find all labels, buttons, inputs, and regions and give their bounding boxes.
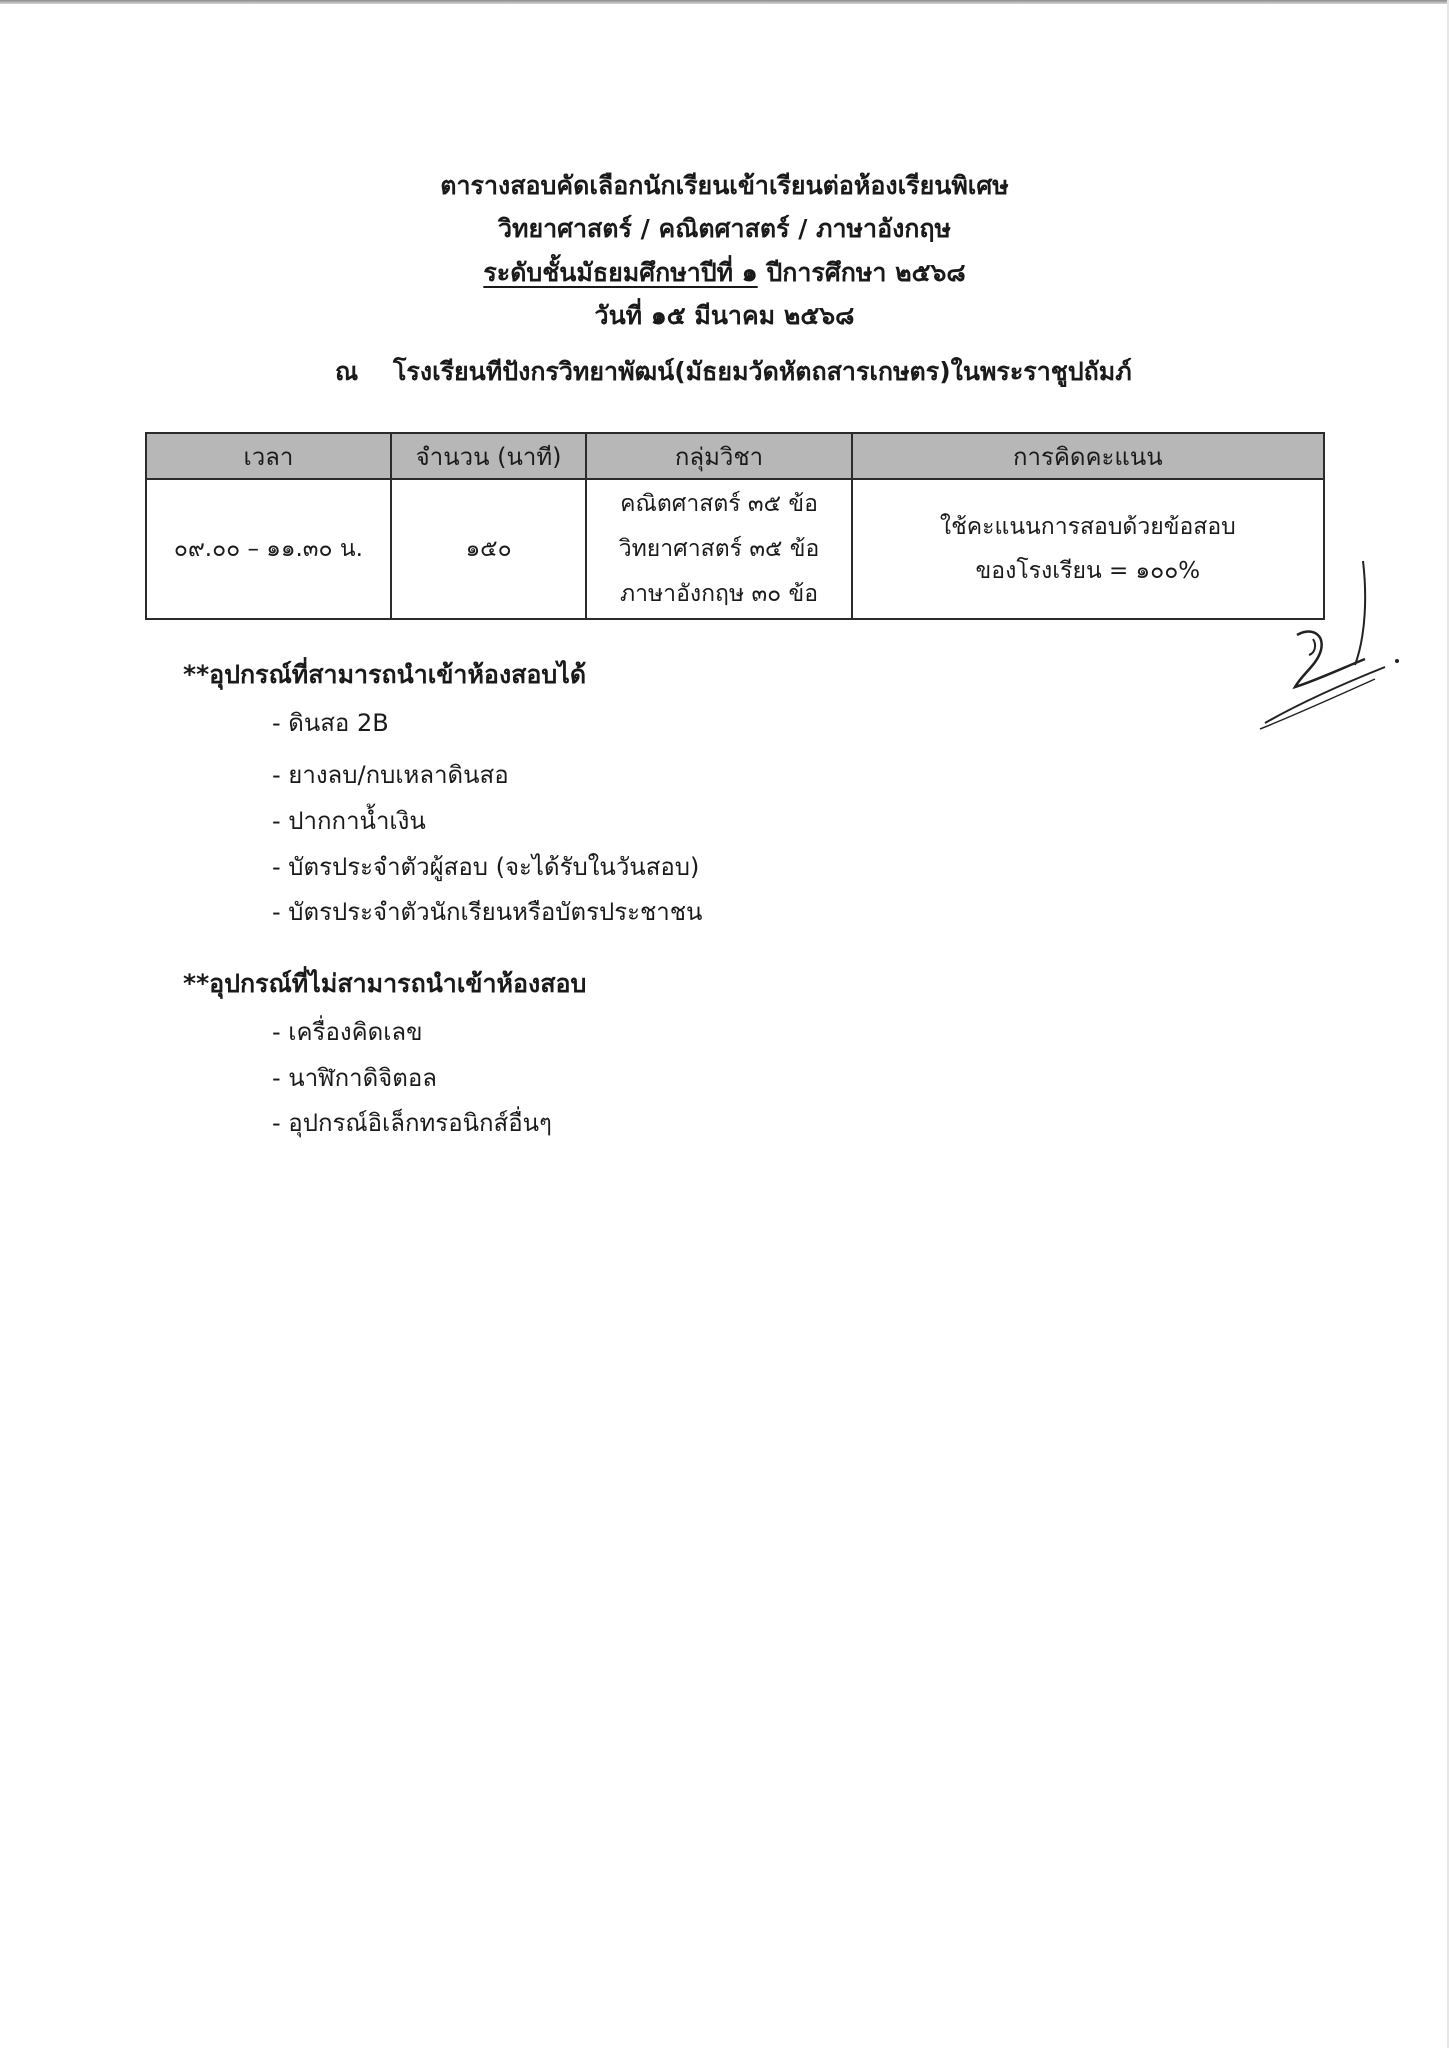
col-header-time: เวลา (146, 433, 391, 479)
scoring-line-2: ของโรงเรียน = ๑๐๐% (975, 558, 1201, 584)
list-item: - บัตรประจำตัวผู้สอบ (จะได้รับในวันสอบ) (272, 853, 700, 881)
exam-venue (335, 354, 1235, 390)
cell-time: ๐๙.๐๐ – ๑๑.๓๐ น. (146, 479, 391, 619)
document-title: ตารางสอบคัดเลือกนักเรียนเข้าเรียนต่อห้องเรียนพิเศษ (440, 171, 1009, 200)
cell-minutes: ๑๕๐ (391, 479, 587, 619)
handwritten-signature (1255, 555, 1415, 745)
document-subjects: วิทยาศาสตร์ / คณิตศาสตร์ / ภาษาอังกฤษ (497, 214, 952, 243)
exam-date: วันที่ ๑๕ มีนาคม ๒๕๖๘ (594, 301, 855, 330)
venue-prefix: ณ (335, 357, 359, 386)
col-header-scoring: การคิดคะแนน (852, 433, 1324, 479)
col-header-subjects: กลุ่มวิชา (586, 433, 851, 479)
subject-english: ภาษาอังกฤษ ๓๐ ข้อ (619, 580, 819, 607)
cell-subjects (586, 479, 851, 619)
list-item: - ยางลบ/กบเหลาดินสอ (272, 761, 509, 789)
list-item: - ดินสอ 2B (272, 709, 389, 737)
venue-name: โรงเรียนทีปังกรวิทยาพัฒน์(มัธยมวัดหัตถสารเกษตร)ในพระราชูปถัมภ์ (393, 357, 1132, 386)
table-header-row (146, 433, 1324, 479)
allowed-items-title: **อุปกรณ์ที่สามารถนำเข้าห้องสอบได้ (183, 660, 587, 689)
scan-top-edge (0, 0, 1449, 4)
list-item: - นาฬิกาดิจิตอล (272, 1064, 437, 1092)
list-item: - บัตรประจำตัวนักเรียนหรือบัตรประชาชน (272, 898, 703, 926)
subject-math: คณิตศาสตร์ ๓๕ ข้อ (620, 490, 818, 517)
col-header-minutes: จำนวน (นาที) (391, 433, 587, 479)
cell-scoring (852, 479, 1324, 619)
table-row (146, 479, 1324, 619)
list-item: - ปากกาน้ำเงิน (272, 807, 426, 835)
level-underlined: ระดับชั้นมัธยมศึกษาปีที่ ๑ (483, 258, 758, 287)
not-allowed-items-title: **อุปกรณ์ที่ไม่สามารถนำเข้าห้องสอบ (183, 969, 587, 998)
list-item: - เครื่องคิดเลข (272, 1018, 423, 1046)
list-item: - อุปกรณ์อิเล็กทรอนิกส์อื่นๆ (272, 1109, 552, 1137)
document-level (0, 255, 1449, 291)
exam-schedule-table (145, 432, 1325, 620)
academic-year: ปีการศึกษา ๒๕๖๘ (757, 258, 966, 287)
scoring-line-1: ใช้คะแนนการสอบด้วยข้อสอบ (939, 514, 1236, 540)
subject-science: วิทยาศาสตร์ ๓๕ ข้อ (618, 535, 820, 562)
